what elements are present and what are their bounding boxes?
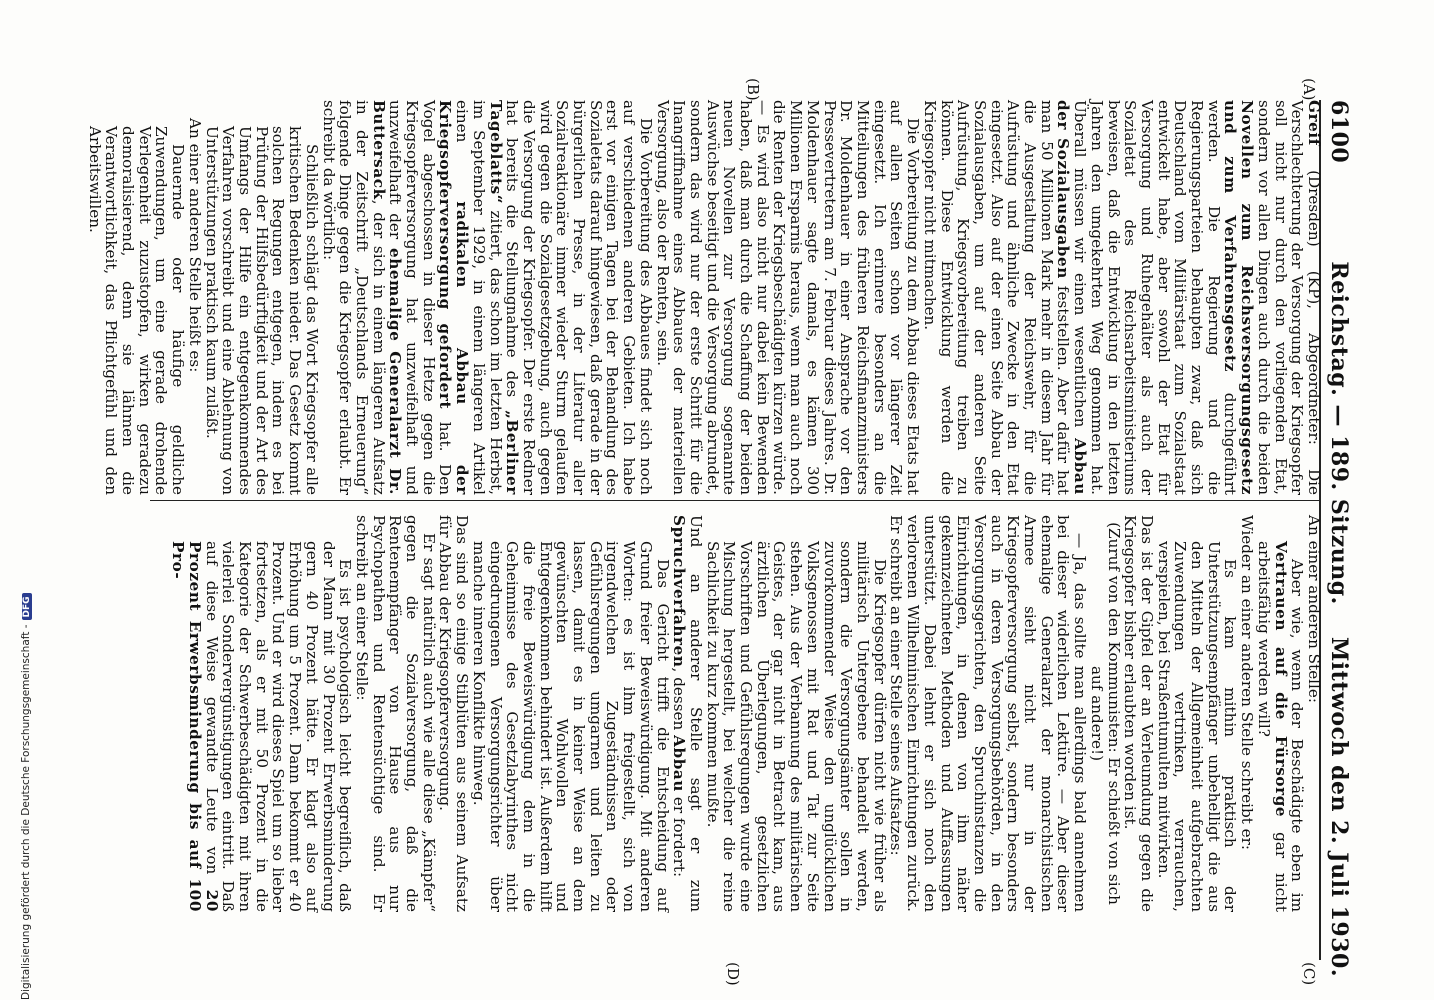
margin-mark-a: (A) [1300,78,1318,101]
paragraph: Und an anderer Stelle sagt er zum Spruchverfahren, dessen Abbau er fordert: [670,515,705,912]
speaker-name: Greif [1305,100,1323,146]
running-head: Reichstag. — 189. Sitzung. [1326,261,1352,605]
interjection: (Zuruf von den Kommunisten: Er schießt von sich auf andere!) [1087,522,1123,905]
column-divider [150,500,1320,501]
block-quote: Schließlich schlägt das Wort Kriegsopfer alle kritischen Bedenken nieder. Das Gesetz kommt solchen Regungen entgegen, indem es bei Prüfung der Hilfsbedürftigkeit und der Art des Umfangs der Hilfe ein entgegenkommendes Verfahren vorschreibt und eine Ablehnung von Unterstützungen praktisch kaum zuläßt. [202,126,321,495]
page-header [1326,100,1352,977]
block-quote: Es ist psychologisch leicht begreiflich, daß der Mann mit 30 Prozent Erwerbsminderung gern 40 Prozent hätte. Er klagt also auf Erhöhung um 5 Prozent. Dann bekommt er 40 Prozent. Und er wird dieses Spiel um so lieber fortsetzen, als er mit 50 Prozent in die Kategorie der Schwerbeschädigten mit ihren vielerlei Sondervergünstigungen eintritt. Daß auf diese Weise gewandte Leute von 20 Prozent Erwerbsminderung bis auf 100 Pro- [169,541,355,912]
paragraph: Das ist der Gipfel der an Verleumdung gegen die Kriegsopfer bisher erlaubten worden ist. [1121,515,1156,912]
margin-mark-c: (C) [1300,962,1318,986]
paragraph: Die Vorbereitung zu dem Abbau dieses Etats hat auf allen Seiten schon vor längerer Zeit eingesetzt. Ich erinnere besonders an die Mitteilungen des früheren Reichsfinanzministers Dr. Moldenhauer in einer Ansprache vor den Pressevertretern am 7. Februar dieses Jahres. Dr. Moldenhauer sagte damals, es kämen 300 Millionen Ersparnis heraus, wenn man auch noch die Renten der Kriegsbeschädigten kürzen würde. — Es wird also nicht nur dabei kein Bewenden haben, daß man durch die Schaffung der beiden neuen Novellen zur Versorgung sogenannte Auswüchse beseitigt und die Versorgung abrundet, sondern das wird nur der erste Schritt für die Inangriffnahme eines Abbaues der materiellen Versorgung, also der Renten, sein. [653,100,923,495]
block-quote: Die Kriegsopfer dürfen nicht wie früher als militärisch Untergebene behandelt werden, sondern die Versorgungsämter sollen in zuvorkommender Weise den unglücklichen Volksgenossen mit Rat und Tat zur Seite stehen. Aus der Verbannung des militärischen Geistes, der gar nicht in Betracht kam, aus ärztlichen Überlegungen, gesetzlichen Vorschriften und Gefühlsregungen wurde eine Mischung hergestellt, bei welcher die reine Sachlichkeit zu kurz kommen mußte. [703,541,889,912]
paragraph: Die Vorbereitung des Abbaues findet sich noch auf verschiedenen anderen Gebieten. Ich habe erst vor einigen Tagen bei der Behandlung des Sozialetats darauf hingewiesen, daß gerade in der bürgerlichen Presse, in der Literatur aller Sozialreaktionäre immer wieder Sturm gelaufen wird gegen die Sozialgesetzgebung, auch gegen die Versorgung der Kriegsopfer. Der erste Redner hat bereits die Stellungnahme des „Berliner Tageblatts“ zitiert, das schon im letzten Herbst, im September 1929, in einem längeren Artikel einen radikalen Abbau der Kriegsopferversorgung gefordert hat. Den Vogel abgeschossen in dieser Hetze gegen die Kriegsopferversorgung hat unzweifelhaft und unzweifelhaft der ehemalige Generalarzt Dr. Buttersack, der sich in einem längeren Aufsatz in der Zeitschrift „Deutschlands Erneuerung“ folgende Dinge gegen die Kriegsopfer erlaubt. Er schreibt da wörtlich: [319,100,655,496]
page-number: 6100 [1326,100,1352,164]
text-column-left [85,100,1323,496]
paragraph: An einer anderen Stelle: [1305,515,1323,703]
block-quote: Das Gericht trifft die Entscheidung auf Grund freier Beweiswürdigung. Mit anderen Worten: es ist ihm freigestellt, sich von irgendwelchen Zugeständnissen oder Gefühlsregungen umgarnen und leiten zu lassen, damit es in keiner Weise an dem gewünschten Wohlwollen und Entgegenkommen behindert ist. Außerdem hilft die freie Beweiswürdigung dem in die Geheimnisse des Gesetzlabyrinthes nicht eingedrungenen Versorgungsrichter über manche inneren Konflikte hinweg. [469,541,672,912]
session-date: Mittwoch den 2. Juli 1930. [1326,636,1352,977]
paragraph: Das sind so einige Stilblüten aus seinem Aufsatz für Abbau der Kriegsopferversorgung. [436,515,472,912]
paragraph: An einer anderen Stelle heißt es: [185,118,204,373]
paragraph: — Ja, das sollte man allerdings bald annehmen bei dieser widerlichen Lektüre. — Aber dieser ehemalige Generalarzt der monarchistischen Armee sieht nicht nur in der Kriegsopferversorgung selbst, sondern besonders auch in deren Versorgungsbehörden, in den Versorgungsgerichten, den Spruchinstanzen die Einrichtungen, in denen von ihm näher gekennzeichneten Methoden und Auffassungen unterstützt. Dabei lehnt er sich noch den verlorenen Wilhelminischen Einrichtungen zurück. Er schreibt an einer Stelle seines Aufsatzes: [887,515,1090,912]
block-quote: Es kam mithin praktisch der Unterstützungsempfänger unbehelligt die aus den Mitteln der Allgemeinheit aufgebrachten Zuwendungen vertrinken, verrauchen, verspielen, bei Straßentumulten mitwirken. [1154,541,1240,912]
paragraph: Wieder an einer anderen Stelle schreibt er: [1238,515,1257,850]
digitization-note: Digitalisierung gefördert durch die Deutsche Forschungsgemeinschaft -DFG [20,593,32,1000]
paragraph: Greif (Dresden) (KP), Abgeordneter: Die Verschlechterung der Versorgung der Kriegsopfer soll nicht nur durch den vorliegenden Etat, sondern vor allen Dingen auch durch die beiden Novellen zum Reichsversorgungsgesetz und zum Verfahrensgesetz durchgeführt werden. Die Regierung und die Regierungsparteien behaupten zwar, daß sich Deutschland vom Militärstaat zum Sozialstaat entwickelt habe, aber sowohl der Etat für Versorgung und Ruhegehälter als auch der Sozialetat des Reichsarbeitsministeriums beweisen, daß die Entwicklung in den letzten Jahren den umgekehrten Weg genommen hat. Überall müssen wir einen wesentlichen Abbau der Sozialausgaben feststellen. Aber dafür hat man 50 Millionen Mark mehr in diesem Jahr für die Ausgestaltung der Reichswehr, für die Aufrüstung und ähnliche Zwecke in den Etat eingesetzt. Also auf der einen Seite Abbau der Sozialausgaben, um auf der anderen Seite Aufrüstung, Kriegsvorbereitung treiben zu können. Diese Entwicklung werden die Kriegsopfer nicht mitmachen. [920,100,1323,496]
block-quote: Aber wie, wenn der Beschädigte eben im Vertrauen auf die Fürsorge gar nicht arbeitsfähig werden will? [1254,541,1307,912]
margin-mark-b: (B) [744,78,762,101]
text-column-right [169,515,1323,912]
block-quote: Dauernde oder häufige geldliche Zuwendungen, um eine gerade drohende Verlegenheit zuzustopfen, wirken geradezu demoralisierend, denn sie lähmen die Verantwortlichkeit, das Pflichtgefühl und den Arbeitswillen. [85,126,188,495]
dfg-logo: DFG [22,593,32,620]
margin-mark-d: (D) [724,962,742,986]
paragraph: Er sagt natürlich auch wie alle diese „Kämpfer“ gegen die Sozialversorgung, daß die Rentenempfänger von Hause aus nur Psychopathen und Rentensüchtige sind. Er schreibt an einer Stelle: [352,515,438,912]
